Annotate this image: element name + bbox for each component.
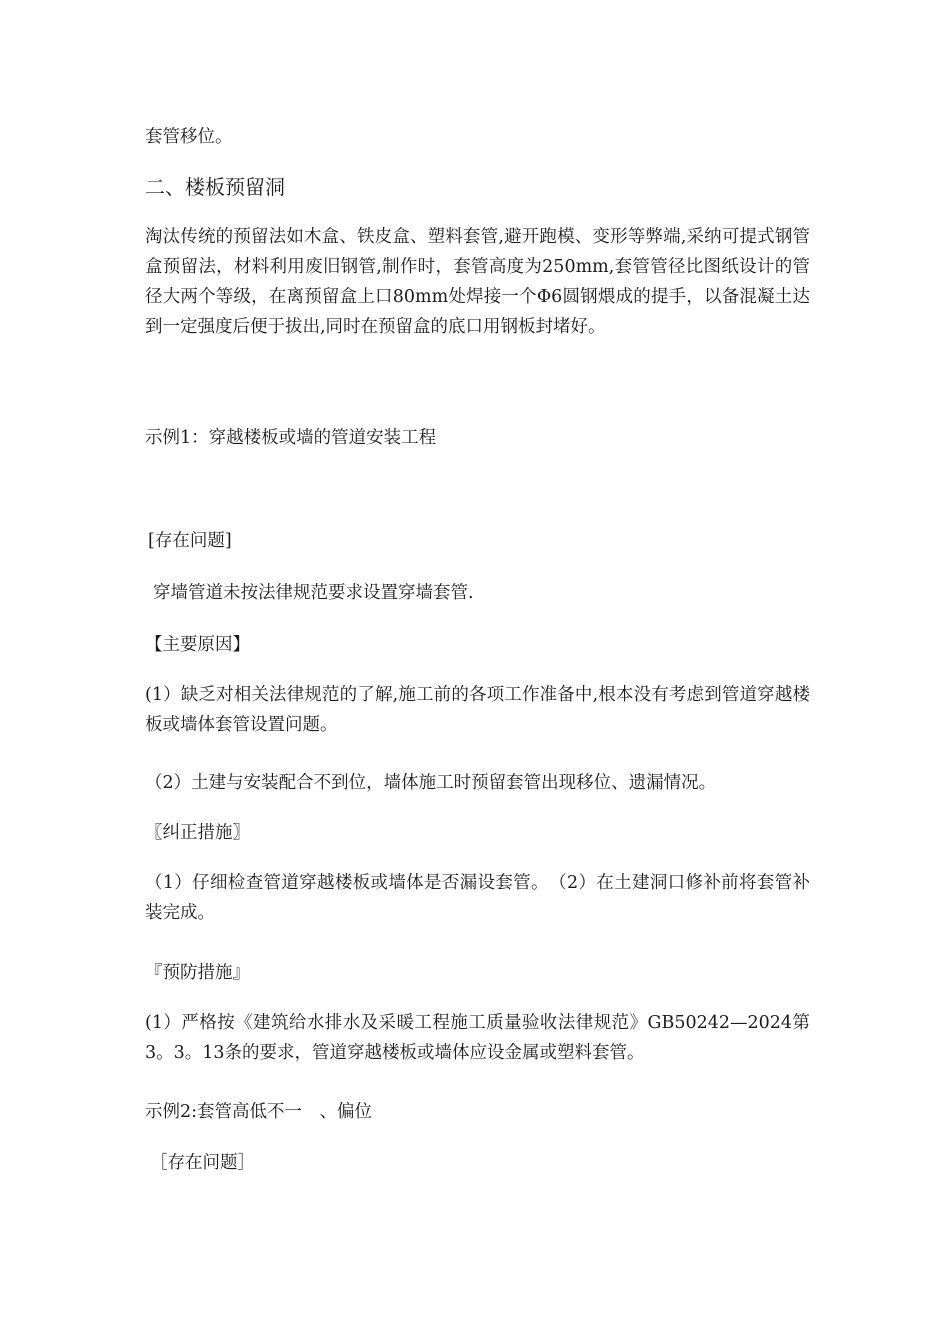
example-1-correction-label: 〖纠正措施〗 xyxy=(145,823,250,843)
example-1-title: 示例1：穿越楼板或墙的管道安装工程 xyxy=(145,428,437,448)
example-1-cause-2: （2）土建与安装配合不到位，墙体施工时预留套管出现移位、遗漏情况。 xyxy=(145,773,717,793)
example-1-prevention-text: (1）严格按《建筑给水排水及采暖工程施工质量验收法律规范》GB50242—2024第3。3。13条的要求，管道穿越楼板或墙体应设金属或塑料套管。 xyxy=(145,1013,810,1063)
body-paragraph: 淘汰传统的预留法如木盒、铁皮盒、塑料套管,避开跑模、变形等弊端,采纳可提式钢管盒预留法，材料利用废旧钢管,制作时，套管高度为250mm,套管管径比图纸设计的管径大两个等级，在离预留盒上口80mm处焊接一个Φ6圆钢煨成的提手，以备混凝土达到一定强度后便于拔出,同时在预留盒的底口用钢板封堵好。 xyxy=(145,227,810,337)
continuation-line: 套管移位。 xyxy=(145,127,233,147)
example-1-problem-label: [存在问题] xyxy=(148,531,232,551)
example-1-prevention-label: 『预防措施』 xyxy=(145,963,250,983)
section-heading: 二、楼板预留洞 xyxy=(145,175,285,199)
example-2-problem-label: ［存在问题］ xyxy=(150,1153,255,1173)
example-1-problem-text: 穿墙管道未按法律规范要求设置穿墙套管. xyxy=(153,583,474,603)
example-1-cause-label: 【主要原因】 xyxy=(145,635,250,655)
example-1-correction-text: （1）仔细检查管道穿越楼板或墙体是否漏设套管。 （2）在土建洞口修补前将套管补装完成。 xyxy=(145,873,810,923)
example-1-cause-1: (1）缺乏对相关法律规范的了解,施工前的各项工作准备中,根本没有考虑到管道穿越楼板或墙体套管设置问题。 xyxy=(145,685,810,735)
example-2-title: 示例2:套管高低不一 、偏位 xyxy=(145,1102,373,1122)
